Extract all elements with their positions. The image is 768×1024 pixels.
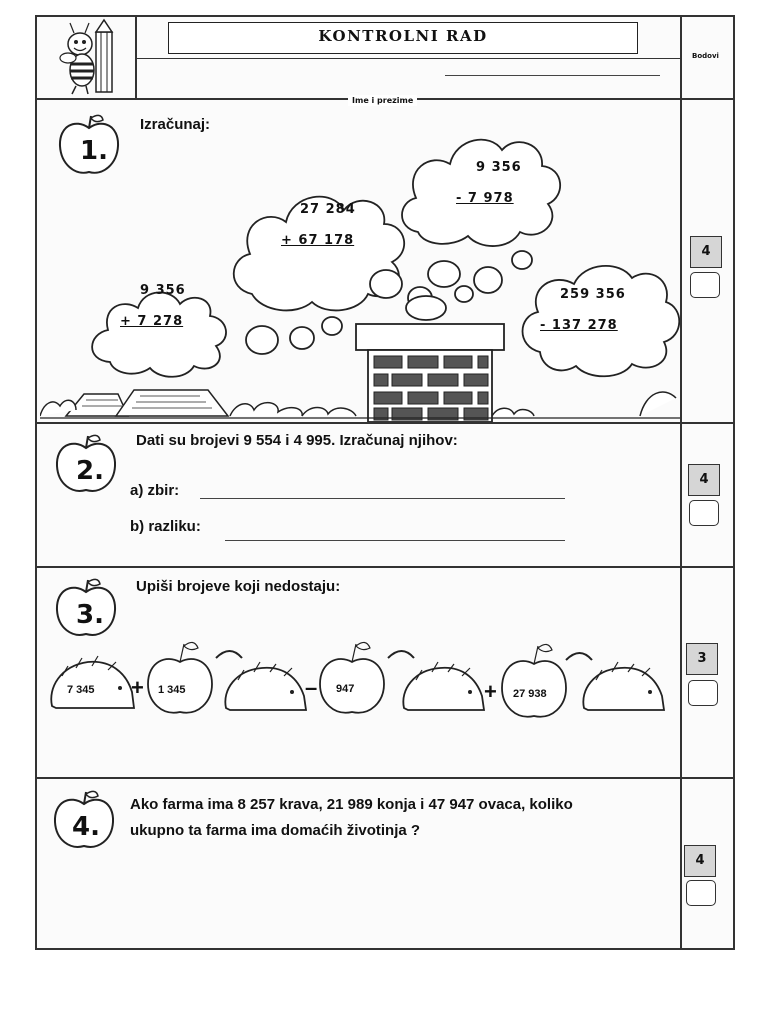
header-logo-divider xyxy=(135,15,137,99)
cloud2-second-number: + 67 178 xyxy=(281,233,355,248)
operator-plus: + xyxy=(484,679,497,704)
cloud1-first-number: 9 356 xyxy=(140,283,186,298)
answer-line-a[interactable] xyxy=(200,498,565,499)
bee-pencil-logo xyxy=(58,18,124,96)
points-label: Bodovi xyxy=(692,52,719,60)
task-instruction: Upiši brojeve koji nedostaju: xyxy=(136,578,341,595)
operator-plus: + xyxy=(131,675,144,700)
task-instruction-line1: Ako farma ima 8 257 krava, 21 989 konja i 47 947 ovaca, koliko xyxy=(130,796,573,813)
chain-start-value: 7 345 xyxy=(67,684,95,696)
part-a-label: a) zbir: xyxy=(130,482,180,499)
score-input-box[interactable] xyxy=(686,880,716,906)
score-input-box[interactable] xyxy=(689,500,719,526)
task-number: 4. xyxy=(72,812,100,842)
chain-subtrahend: 947 xyxy=(336,683,355,695)
section-divider xyxy=(35,422,735,424)
clouds-chimney-illustration xyxy=(40,112,680,422)
cloud3-second-number: - 7 978 xyxy=(456,191,514,206)
cloud2-first-number: 27 284 xyxy=(300,202,356,217)
task-instruction: Izračunaj: xyxy=(140,116,211,133)
task-instruction: Dati su brojevi 9 554 i 4 995. Izračunaj njihov: xyxy=(136,432,458,449)
points-value: 4 xyxy=(684,845,716,877)
task-number: 2. xyxy=(76,456,104,486)
header-mid-rule xyxy=(135,58,680,59)
section-divider xyxy=(35,566,735,568)
task-instruction-line2: ukupno ta farma ima domaćih životinja ? xyxy=(130,822,421,839)
points-column-divider xyxy=(680,15,682,950)
chain-addend-1: 1 345 xyxy=(158,684,186,696)
cloud4-first-number: 259 356 xyxy=(560,287,626,302)
points-value: 3 xyxy=(686,643,718,675)
part-b-label: b) razliku: xyxy=(130,518,201,535)
answer-line-b[interactable] xyxy=(225,540,565,541)
score-input-box[interactable] xyxy=(690,272,720,298)
name-line xyxy=(445,75,660,76)
operator-minus: – xyxy=(305,675,318,700)
task-number: 3. xyxy=(76,600,104,630)
cloud3-first-number: 9 356 xyxy=(476,160,522,175)
task-number: 1. xyxy=(80,136,108,166)
cloud1-second-number: + 7 278 xyxy=(120,314,184,329)
score-input-box[interactable] xyxy=(688,680,718,706)
points-value: 4 xyxy=(688,464,720,496)
points-value: 4 xyxy=(690,236,722,268)
cloud4-second-number: - 137 278 xyxy=(540,318,618,333)
chain-addend-2: 27 938 xyxy=(513,688,547,700)
worksheet-title: KONTROLNI RAD xyxy=(168,22,638,54)
name-label: Ime i prezime xyxy=(348,95,417,106)
section-divider xyxy=(35,777,735,779)
cloud-shape xyxy=(92,292,226,376)
